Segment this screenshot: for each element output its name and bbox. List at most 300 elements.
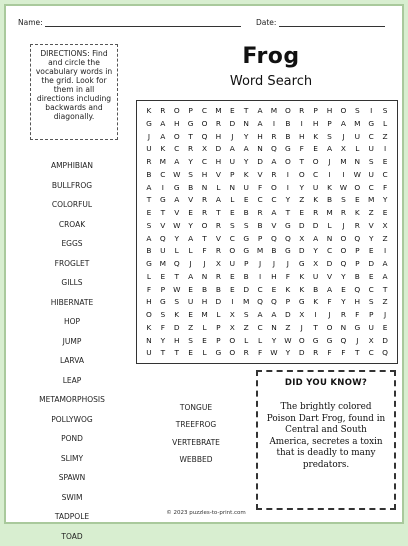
grid-letter[interactable]: Q — [253, 296, 267, 309]
grid-letter[interactable]: E — [267, 284, 281, 297]
grid-letter[interactable]: H — [295, 131, 309, 144]
grid-letter[interactable]: H — [323, 105, 337, 118]
grid-letter[interactable]: X — [378, 220, 392, 233]
grid-letter[interactable]: B — [142, 169, 156, 182]
grid-letter[interactable]: R — [211, 245, 225, 258]
grid-letter[interactable]: L — [378, 118, 392, 131]
grid-letter[interactable]: A — [267, 207, 281, 220]
grid-letter[interactable]: D — [323, 258, 337, 271]
grid-letter[interactable]: D — [239, 284, 253, 297]
grid-letter[interactable]: T — [170, 271, 184, 284]
grid-letter[interactable]: P — [350, 258, 364, 271]
grid-letter[interactable]: D — [378, 335, 392, 348]
grid-letter[interactable]: K — [239, 169, 253, 182]
grid-letter[interactable]: R — [295, 105, 309, 118]
grid-letter[interactable]: V — [323, 271, 337, 284]
grid-letter[interactable]: C — [309, 169, 323, 182]
grid-letter[interactable]: Y — [239, 131, 253, 144]
grid-letter[interactable]: Y — [336, 296, 350, 309]
grid-letter[interactable]: R — [142, 156, 156, 169]
grid-letter[interactable]: T — [350, 347, 364, 360]
grid-letter[interactable]: X — [309, 258, 323, 271]
grid-letter[interactable]: P — [239, 258, 253, 271]
grid-letter[interactable]: Y — [309, 245, 323, 258]
grid-letter[interactable]: A — [309, 233, 323, 246]
grid-letter[interactable]: A — [323, 284, 337, 297]
grid-letter[interactable]: D — [211, 296, 225, 309]
grid-letter[interactable]: C — [225, 233, 239, 246]
grid-letter[interactable]: O — [267, 182, 281, 195]
grid-letter[interactable]: Z — [364, 207, 378, 220]
grid-letter[interactable]: R — [336, 309, 350, 322]
grid-letter[interactable]: Y — [281, 194, 295, 207]
grid-letter[interactable]: I — [156, 182, 170, 195]
grid-letter[interactable]: K — [295, 271, 309, 284]
grid-letter[interactable]: A — [142, 233, 156, 246]
grid-letter[interactable]: J — [350, 335, 364, 348]
grid-letter[interactable]: P — [211, 335, 225, 348]
grid-letter[interactable]: O — [323, 322, 337, 335]
grid-letter[interactable]: Q — [350, 233, 364, 246]
grid-letter[interactable]: K — [350, 207, 364, 220]
grid-letter[interactable]: E — [378, 322, 392, 335]
grid-letter[interactable]: P — [156, 284, 170, 297]
grid-letter[interactable]: L — [211, 182, 225, 195]
grid-letter[interactable]: M — [156, 156, 170, 169]
grid-letter[interactable]: Y — [336, 271, 350, 284]
grid-letter[interactable]: S — [323, 131, 337, 144]
grid-letter[interactable]: K — [323, 182, 337, 195]
grid-letter[interactable]: O — [336, 245, 350, 258]
grid-letter[interactable]: I — [253, 271, 267, 284]
grid-letter[interactable]: A — [142, 182, 156, 195]
grid-letter[interactable]: X — [211, 258, 225, 271]
grid-letter[interactable]: C — [253, 194, 267, 207]
grid-letter[interactable]: C — [253, 322, 267, 335]
grid-letter[interactable]: C — [323, 245, 337, 258]
grid-letter[interactable]: E — [184, 309, 198, 322]
grid-letter[interactable]: Q — [267, 296, 281, 309]
grid-letter[interactable]: E — [156, 271, 170, 284]
grid-letter[interactable]: G — [142, 258, 156, 271]
grid-letter[interactable]: E — [225, 207, 239, 220]
grid-letter[interactable]: C — [364, 131, 378, 144]
grid-letter[interactable]: T — [239, 105, 253, 118]
grid-letter[interactable]: Q — [336, 258, 350, 271]
grid-letter[interactable]: Y — [239, 156, 253, 169]
grid-letter[interactable]: C — [198, 105, 212, 118]
grid-letter[interactable]: I — [295, 118, 309, 131]
grid-letter[interactable]: K — [281, 284, 295, 297]
grid-letter[interactable]: P — [309, 105, 323, 118]
grid-letter[interactable]: Y — [184, 220, 198, 233]
grid-letter[interactable]: H — [170, 335, 184, 348]
grid-letter[interactable]: D — [211, 143, 225, 156]
grid-letter[interactable]: Q — [267, 233, 281, 246]
grid-letter[interactable]: H — [211, 131, 225, 144]
grid-letter[interactable]: X — [364, 335, 378, 348]
grid-letter[interactable]: B — [323, 194, 337, 207]
grid-letter[interactable]: B — [267, 245, 281, 258]
grid-letter[interactable]: G — [281, 220, 295, 233]
grid-letter[interactable]: Y — [295, 182, 309, 195]
grid-letter[interactable]: K — [170, 309, 184, 322]
grid-letter[interactable]: F — [350, 309, 364, 322]
grid-letter[interactable]: V — [211, 233, 225, 246]
grid-letter[interactable]: S — [156, 309, 170, 322]
grid-letter[interactable]: X — [225, 309, 239, 322]
grid-letter[interactable]: J — [142, 131, 156, 144]
grid-letter[interactable]: C — [156, 169, 170, 182]
grid-letter[interactable]: F — [295, 143, 309, 156]
grid-letter[interactable]: V — [184, 194, 198, 207]
grid-letter[interactable]: S — [350, 105, 364, 118]
grid-letter[interactable]: A — [211, 194, 225, 207]
grid-letter[interactable]: R — [198, 207, 212, 220]
grid-letter[interactable]: J — [323, 309, 337, 322]
grid-letter[interactable]: U — [184, 296, 198, 309]
grid-letter[interactable]: Y — [170, 233, 184, 246]
grid-letter[interactable]: S — [336, 194, 350, 207]
grid-letter[interactable]: K — [309, 296, 323, 309]
grid-letter[interactable]: O — [281, 156, 295, 169]
grid-letter[interactable]: N — [198, 182, 212, 195]
grid-letter[interactable]: I — [309, 309, 323, 322]
grid-letter[interactable]: J — [267, 258, 281, 271]
grid-letter[interactable]: Y — [156, 335, 170, 348]
grid-letter[interactable]: M — [253, 245, 267, 258]
grid-letter[interactable]: S — [239, 309, 253, 322]
grid-letter[interactable]: S — [184, 169, 198, 182]
grid-letter[interactable]: K — [295, 284, 309, 297]
grid-letter[interactable]: G — [239, 233, 253, 246]
grid-letter[interactable]: D — [295, 245, 309, 258]
grid-letter[interactable]: O — [336, 233, 350, 246]
grid-letter[interactable]: H — [309, 118, 323, 131]
grid-letter[interactable]: R — [350, 220, 364, 233]
grid-letter[interactable]: V — [156, 220, 170, 233]
grid-letter[interactable]: G — [281, 245, 295, 258]
grid-letter[interactable]: M — [364, 194, 378, 207]
grid-letter[interactable]: O — [336, 105, 350, 118]
grid-letter[interactable]: I — [267, 118, 281, 131]
grid-letter[interactable]: Q — [378, 347, 392, 360]
grid-letter[interactable]: E — [184, 207, 198, 220]
grid-letter[interactable]: H — [267, 271, 281, 284]
grid-letter[interactable]: W — [170, 220, 184, 233]
grid-letter[interactable]: Z — [378, 131, 392, 144]
grid-letter[interactable]: R — [211, 271, 225, 284]
grid-letter[interactable]: N — [225, 182, 239, 195]
grid-letter[interactable]: L — [239, 335, 253, 348]
grid-letter[interactable]: L — [184, 245, 198, 258]
grid-letter[interactable]: U — [364, 143, 378, 156]
grid-letter[interactable]: L — [323, 220, 337, 233]
grid-letter[interactable]: O — [281, 105, 295, 118]
grid-letter[interactable]: D — [295, 347, 309, 360]
grid-letter[interactable]: R — [156, 105, 170, 118]
grid-letter[interactable]: M — [267, 105, 281, 118]
grid-letter[interactable]: P — [211, 322, 225, 335]
grid-letter[interactable]: J — [253, 258, 267, 271]
grid-letter[interactable]: M — [198, 309, 212, 322]
grid-letter[interactable]: D — [281, 309, 295, 322]
grid-letter[interactable]: J — [295, 322, 309, 335]
grid-letter[interactable]: A — [239, 143, 253, 156]
grid-letter[interactable]: F — [323, 296, 337, 309]
grid-letter[interactable]: N — [323, 233, 337, 246]
grid-letter[interactable]: Y — [364, 233, 378, 246]
grid-letter[interactable]: H — [170, 118, 184, 131]
grid-letter[interactable]: F — [253, 347, 267, 360]
grid-letter[interactable]: Z — [295, 194, 309, 207]
grid-letter[interactable]: W — [350, 169, 364, 182]
grid-letter[interactable]: U — [309, 271, 323, 284]
grid-letter[interactable]: H — [198, 296, 212, 309]
grid-letter[interactable]: Q — [267, 143, 281, 156]
grid-letter[interactable]: T — [295, 156, 309, 169]
grid-letter[interactable]: A — [253, 118, 267, 131]
grid-letter[interactable]: I — [323, 169, 337, 182]
grid-letter[interactable]: G — [295, 296, 309, 309]
grid-letter[interactable]: P — [364, 309, 378, 322]
grid-letter[interactable]: J — [225, 131, 239, 144]
grid-letter[interactable]: D — [170, 322, 184, 335]
grid-letter[interactable]: M — [336, 156, 350, 169]
grid-letter[interactable]: X — [295, 233, 309, 246]
grid-letter[interactable]: F — [378, 182, 392, 195]
grid-letter[interactable]: V — [253, 169, 267, 182]
grid-letter[interactable]: B — [142, 245, 156, 258]
grid-letter[interactable]: O — [295, 335, 309, 348]
grid-letter[interactable]: R — [239, 347, 253, 360]
grid-letter[interactable]: P — [281, 296, 295, 309]
date-field[interactable] — [256, 18, 394, 27]
grid-letter[interactable]: A — [170, 194, 184, 207]
grid-letter[interactable]: C — [378, 169, 392, 182]
grid-letter[interactable]: N — [239, 118, 253, 131]
grid-letter[interactable]: A — [267, 156, 281, 169]
grid-letter[interactable]: B — [198, 284, 212, 297]
grid-letter[interactable]: E — [378, 156, 392, 169]
grid-letter[interactable]: A — [378, 258, 392, 271]
grid-letter[interactable]: C — [253, 284, 267, 297]
grid-letter[interactable]: G — [281, 143, 295, 156]
grid-letter[interactable]: R — [211, 220, 225, 233]
grid-letter[interactable]: O — [295, 169, 309, 182]
grid-letter[interactable]: G — [170, 182, 184, 195]
grid-letter[interactable]: M — [350, 118, 364, 131]
grid-letter[interactable]: N — [253, 143, 267, 156]
grid-letter[interactable]: L — [142, 271, 156, 284]
grid-letter[interactable]: U — [309, 182, 323, 195]
grid-letter[interactable]: P — [225, 169, 239, 182]
grid-letter[interactable]: K — [309, 194, 323, 207]
grid-letter[interactable]: G — [295, 258, 309, 271]
grid-letter[interactable]: G — [156, 296, 170, 309]
grid-letter[interactable]: U — [142, 143, 156, 156]
grid-letter[interactable]: E — [309, 143, 323, 156]
grid-letter[interactable]: W — [170, 169, 184, 182]
grid-letter[interactable]: Y — [184, 156, 198, 169]
grid-letter[interactable]: N — [350, 156, 364, 169]
grid-letter[interactable]: F — [198, 245, 212, 258]
grid-letter[interactable]: V — [170, 207, 184, 220]
grid-letter[interactable]: H — [350, 296, 364, 309]
grid-letter[interactable]: U — [350, 131, 364, 144]
grid-letter[interactable]: A — [267, 309, 281, 322]
grid-letter[interactable]: J — [336, 220, 350, 233]
grid-letter[interactable]: O — [309, 156, 323, 169]
grid-letter[interactable]: G — [323, 335, 337, 348]
grid-letter[interactable]: B — [184, 182, 198, 195]
grid-letter[interactable]: B — [211, 284, 225, 297]
grid-letter[interactable]: D — [295, 220, 309, 233]
grid-letter[interactable]: E — [350, 194, 364, 207]
grid-letter[interactable]: Q — [350, 284, 364, 297]
grid-letter[interactable]: S — [184, 335, 198, 348]
grid-letter[interactable]: Y — [281, 347, 295, 360]
grid-letter[interactable]: F — [142, 284, 156, 297]
grid-letter[interactable]: W — [281, 335, 295, 348]
grid-letter[interactable]: B — [350, 271, 364, 284]
grid-letter[interactable]: P — [350, 245, 364, 258]
grid-letter[interactable]: V — [211, 169, 225, 182]
grid-letter[interactable]: U — [225, 258, 239, 271]
grid-letter[interactable]: F — [323, 347, 337, 360]
grid-letter[interactable]: S — [170, 296, 184, 309]
grid-letter[interactable]: U — [225, 156, 239, 169]
grid-letter[interactable]: Z — [281, 322, 295, 335]
grid-letter[interactable]: K — [142, 105, 156, 118]
grid-letter[interactable]: C — [267, 194, 281, 207]
grid-letter[interactable]: A — [184, 233, 198, 246]
grid-letter[interactable]: X — [198, 143, 212, 156]
grid-letter[interactable]: Q — [156, 233, 170, 246]
grid-letter[interactable]: I — [364, 105, 378, 118]
grid-letter[interactable]: J — [184, 258, 198, 271]
grid-letter[interactable]: E — [225, 271, 239, 284]
grid-letter[interactable]: J — [336, 131, 350, 144]
grid-letter[interactable]: Z — [184, 322, 198, 335]
grid-letter[interactable]: E — [184, 347, 198, 360]
grid-letter[interactable]: L — [253, 335, 267, 348]
grid-letter[interactable]: N — [198, 271, 212, 284]
grid-letter[interactable]: A — [156, 118, 170, 131]
grid-letter[interactable]: K — [142, 322, 156, 335]
grid-letter[interactable]: E — [184, 284, 198, 297]
grid-letter[interactable]: I — [281, 182, 295, 195]
grid-letter[interactable]: E — [198, 335, 212, 348]
grid-letter[interactable]: U — [364, 169, 378, 182]
grid-letter[interactable]: F — [253, 182, 267, 195]
grid-letter[interactable]: T — [156, 347, 170, 360]
grid-letter[interactable]: W — [267, 347, 281, 360]
grid-letter[interactable]: A — [378, 271, 392, 284]
grid-letter[interactable]: M — [239, 296, 253, 309]
grid-letter[interactable]: A — [184, 271, 198, 284]
grid-letter[interactable]: G — [309, 335, 323, 348]
grid-letter[interactable]: B — [253, 220, 267, 233]
grid-letter[interactable]: S — [378, 105, 392, 118]
grid-letter[interactable]: T — [281, 207, 295, 220]
grid-letter[interactable]: Q — [336, 335, 350, 348]
grid-letter[interactable]: G — [211, 347, 225, 360]
grid-letter[interactable]: D — [225, 118, 239, 131]
grid-letter[interactable]: E — [364, 271, 378, 284]
grid-letter[interactable]: F — [336, 347, 350, 360]
grid-letter[interactable]: C — [198, 156, 212, 169]
grid-letter[interactable]: E — [336, 284, 350, 297]
grid-letter[interactable]: F — [156, 322, 170, 335]
grid-letter[interactable]: W — [170, 284, 184, 297]
grid-letter[interactable]: H — [142, 296, 156, 309]
grid-letter[interactable]: B — [281, 131, 295, 144]
grid-letter[interactable]: O — [225, 245, 239, 258]
grid-letter[interactable]: V — [267, 220, 281, 233]
grid-letter[interactable]: L — [350, 143, 364, 156]
grid-letter[interactable]: N — [267, 322, 281, 335]
grid-letter[interactable]: L — [198, 347, 212, 360]
grid-letter[interactable]: J — [198, 258, 212, 271]
grid-letter[interactable]: A — [225, 143, 239, 156]
grid-letter[interactable]: I — [225, 296, 239, 309]
grid-letter[interactable]: H — [198, 169, 212, 182]
grid-letter[interactable]: E — [142, 207, 156, 220]
grid-letter[interactable]: G — [239, 245, 253, 258]
grid-letter[interactable]: O — [170, 105, 184, 118]
grid-letter[interactable]: Y — [267, 335, 281, 348]
grid-letter[interactable]: O — [350, 182, 364, 195]
grid-letter[interactable]: E — [378, 207, 392, 220]
grid-letter[interactable]: R — [309, 347, 323, 360]
grid-letter[interactable]: R — [309, 207, 323, 220]
grid-letter[interactable]: U — [142, 347, 156, 360]
grid-letter[interactable]: A — [253, 105, 267, 118]
grid-letter[interactable]: T — [170, 347, 184, 360]
grid-letter[interactable]: G — [350, 322, 364, 335]
grid-letter[interactable]: Z — [378, 233, 392, 246]
grid-letter[interactable]: T — [198, 233, 212, 246]
grid-letter[interactable]: F — [281, 271, 295, 284]
grid-letter[interactable]: D — [253, 156, 267, 169]
grid-letter[interactable]: S — [364, 156, 378, 169]
grid-letter[interactable]: X — [336, 143, 350, 156]
grid-letter[interactable]: I — [336, 169, 350, 182]
grid-letter[interactable]: E — [364, 245, 378, 258]
grid-letter[interactable]: M — [211, 105, 225, 118]
grid-letter[interactable]: M — [156, 258, 170, 271]
grid-letter[interactable]: T — [378, 284, 392, 297]
grid-letter[interactable]: T — [142, 194, 156, 207]
grid-letter[interactable]: Y — [378, 194, 392, 207]
grid-letter[interactable]: Z — [378, 296, 392, 309]
grid-letter[interactable]: Q — [281, 233, 295, 246]
grid-letter[interactable]: O — [198, 220, 212, 233]
grid-letter[interactable]: C — [364, 182, 378, 195]
grid-letter[interactable]: C — [170, 143, 184, 156]
grid-letter[interactable]: U — [239, 182, 253, 195]
grid-letter[interactable]: L — [198, 322, 212, 335]
grid-letter[interactable]: G — [364, 118, 378, 131]
grid-letter[interactable]: A — [170, 156, 184, 169]
grid-letter[interactable]: A — [323, 143, 337, 156]
grid-letter[interactable]: P — [253, 233, 267, 246]
grid-letter[interactable]: R — [267, 131, 281, 144]
grid-letter[interactable]: R — [267, 169, 281, 182]
grid-letter[interactable]: S — [364, 296, 378, 309]
grid-letter[interactable]: K — [309, 131, 323, 144]
